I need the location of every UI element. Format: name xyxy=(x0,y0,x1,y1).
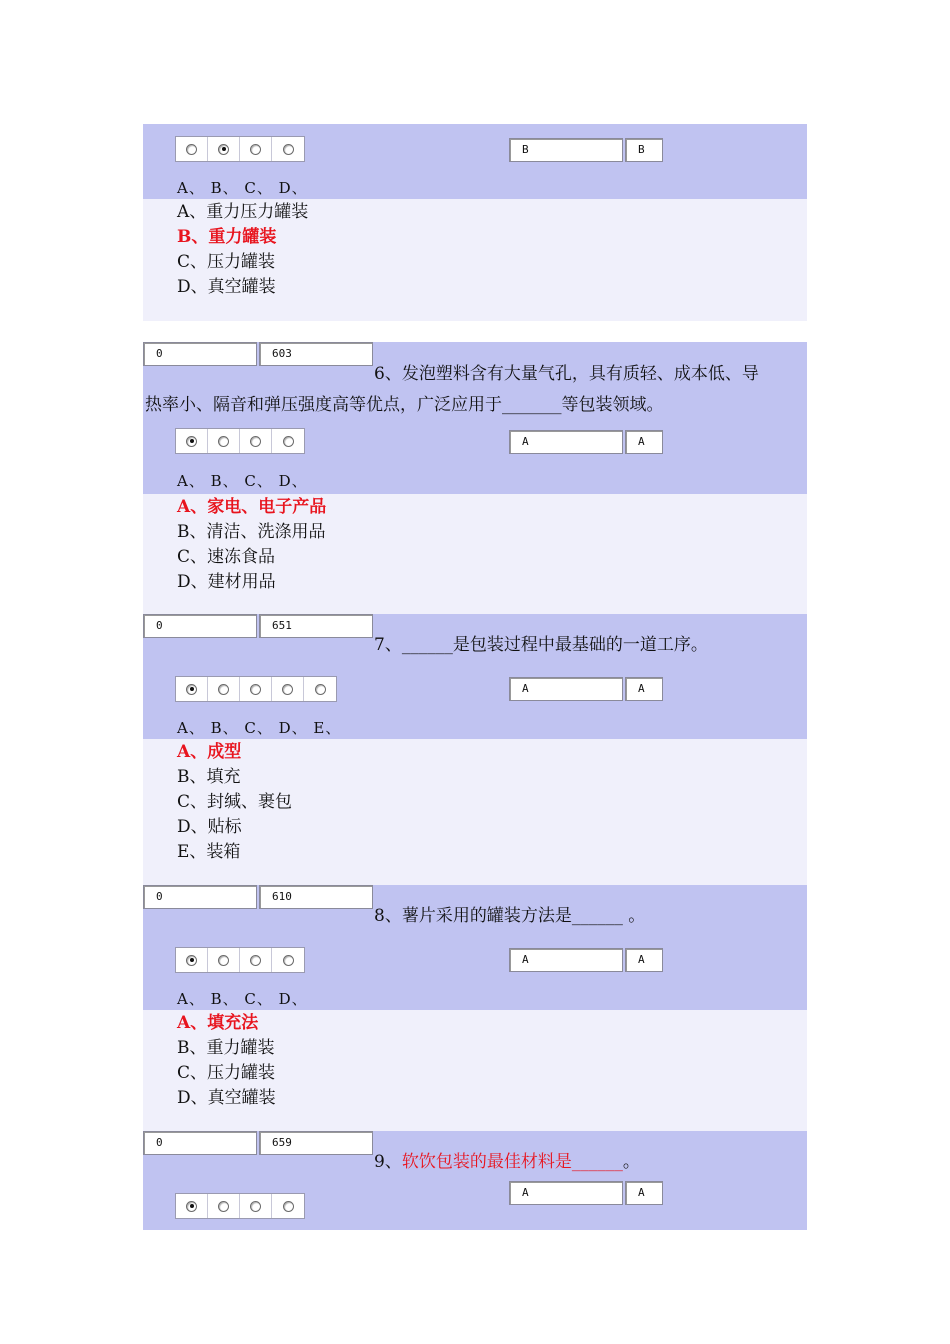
q9-score-field[interactable]: 0 xyxy=(143,1131,257,1155)
q8-option-letters: A、 B、 C、 D、 xyxy=(177,990,308,1008)
q6-options-block xyxy=(143,494,807,614)
q8-option-d: D、真空罐装 xyxy=(177,1088,276,1108)
q7-radio-c-cell[interactable] xyxy=(240,677,272,701)
q7-radio-b[interactable] xyxy=(218,684,229,695)
q8-answer-fields xyxy=(509,948,663,972)
q8-radio-a-cell[interactable] xyxy=(176,948,208,972)
q6-radio-a-cell[interactable] xyxy=(176,429,208,453)
q9-question-number: 9、 xyxy=(374,1152,402,1172)
q6-answer-field[interactable]: A xyxy=(509,430,623,454)
q9-radio-a-cell[interactable] xyxy=(176,1194,208,1218)
q8-option-a: A、填充法 xyxy=(177,1013,259,1033)
q9-radio-group[interactable] xyxy=(175,1193,305,1219)
q7-radio-group[interactable] xyxy=(175,676,337,702)
q9-question-tail: 。 xyxy=(622,1152,640,1172)
q5-option-letters: A、 B、 C、 D、 xyxy=(177,179,308,197)
q6-block xyxy=(143,342,807,494)
q6-answer-fields xyxy=(509,430,663,454)
q9-radio-b[interactable] xyxy=(218,1201,229,1212)
q6-radio-d[interactable] xyxy=(283,436,294,447)
q6-radio-c-cell[interactable] xyxy=(240,429,272,453)
q5-answer-field[interactable]: B xyxy=(509,138,623,162)
q8-radio-d[interactable] xyxy=(283,955,294,966)
q9-header-fields xyxy=(143,1131,375,1155)
q5-option-c: C、压力罐装 xyxy=(177,252,276,272)
q5-option-d: D、真空罐装 xyxy=(177,277,276,297)
q9-answer-field[interactable]: A xyxy=(509,1181,623,1205)
q5-option-a: A、重力压力罐装 xyxy=(177,202,309,222)
q5-answer-fields xyxy=(509,138,663,162)
q9-radio-c[interactable] xyxy=(250,1201,261,1212)
q5-radio-c-cell[interactable] xyxy=(240,137,272,161)
q6-radio-b[interactable] xyxy=(218,436,229,447)
q7-option-d: D、贴标 xyxy=(177,817,242,837)
q8-option-b: B、重力罐装 xyxy=(177,1038,275,1058)
q6-radio-group[interactable] xyxy=(175,428,305,454)
q9-radio-c-cell[interactable] xyxy=(240,1194,272,1218)
q7-radio-a-cell[interactable] xyxy=(176,677,208,701)
q5-answer-row xyxy=(143,124,807,199)
q7-radio-e-cell[interactable] xyxy=(304,677,336,701)
q9-question-text: 软饮包装的最佳材料是______ xyxy=(401,1152,623,1172)
q8-radio-d-cell[interactable] xyxy=(272,948,304,972)
q8-radio-b[interactable] xyxy=(218,955,229,966)
q7-option-b: B、填充 xyxy=(177,767,241,787)
q5-radio-d-cell[interactable] xyxy=(272,137,304,161)
divider xyxy=(143,321,807,342)
q7-radio-b-cell[interactable] xyxy=(208,677,240,701)
q7-radio-a[interactable] xyxy=(186,684,197,695)
q8-answer-field[interactable]: A xyxy=(509,948,623,972)
q8-radio-b-cell[interactable] xyxy=(208,948,240,972)
q7-header-fields xyxy=(143,614,375,638)
q7-option-c: C、封缄、裹包 xyxy=(177,792,293,812)
q7-block xyxy=(143,614,807,739)
q7-question: 7、______是包装过程中最基础的一道工序。 xyxy=(374,635,708,655)
q6-correct-field[interactable]: A xyxy=(625,430,663,454)
q6-question-line1: 6、发泡塑料含有大量气孔，具有质轻、成本低、导 xyxy=(374,364,759,384)
q8-radio-c[interactable] xyxy=(250,955,261,966)
q7-answer-field[interactable]: A xyxy=(509,677,623,701)
q7-id-field[interactable]: 651 xyxy=(259,614,373,638)
q6-id-field[interactable]: 603 xyxy=(259,342,373,366)
q7-answer-fields xyxy=(509,677,663,701)
q8-block xyxy=(143,885,807,1010)
quiz-document xyxy=(143,124,807,1230)
q6-radio-c[interactable] xyxy=(250,436,261,447)
q9-block xyxy=(143,1131,807,1230)
q6-option-a: A、家电、电子产品 xyxy=(177,497,327,517)
q6-option-letters: A、 B、 C、 D、 xyxy=(177,472,308,490)
q8-radio-c-cell[interactable] xyxy=(240,948,272,972)
q6-option-c: C、速冻食品 xyxy=(177,547,276,567)
q7-option-a: A、成型 xyxy=(177,742,242,762)
q7-option-e: E、装箱 xyxy=(177,842,241,862)
q6-radio-a[interactable] xyxy=(186,436,197,447)
q5-radio-b-cell[interactable] xyxy=(208,137,240,161)
q5-radio-group[interactable] xyxy=(175,136,305,162)
q8-radio-a[interactable] xyxy=(186,955,197,966)
q5-radio-b[interactable] xyxy=(218,144,229,155)
q6-radio-d-cell[interactable] xyxy=(272,429,304,453)
q8-radio-group[interactable] xyxy=(175,947,305,973)
q5-radio-a-cell[interactable] xyxy=(176,137,208,161)
q9-answer-fields xyxy=(509,1181,663,1205)
q8-question: 8、薯片采用的罐装方法是______ 。 xyxy=(374,906,646,926)
q5-radio-d[interactable] xyxy=(283,144,294,155)
q7-radio-d[interactable] xyxy=(282,684,293,695)
q6-header-fields xyxy=(143,342,375,366)
q9-radio-a[interactable] xyxy=(186,1201,197,1212)
q7-options-block xyxy=(143,739,807,885)
q7-option-letters: A、 B、 C、 D、 E、 xyxy=(177,719,342,737)
q6-score-field[interactable]: 0 xyxy=(143,342,257,366)
q9-question xyxy=(374,1147,640,1178)
q7-score-field[interactable]: 0 xyxy=(143,614,257,638)
q6-radio-b-cell[interactable] xyxy=(208,429,240,453)
q6-option-b: B、清洁、洗涤用品 xyxy=(177,522,326,542)
q7-radio-e[interactable] xyxy=(315,684,326,695)
q7-radio-d-cell[interactable] xyxy=(272,677,304,701)
q6-question-line2: 热率小、隔音和弹压强度高等优点，广泛应用于_______等包装领域。 xyxy=(145,395,664,415)
q5-correct-field[interactable]: B xyxy=(625,138,663,162)
q7-correct-field[interactable]: A xyxy=(625,677,663,701)
q8-header-fields xyxy=(143,885,375,909)
q8-score-field[interactable]: 0 xyxy=(143,885,257,909)
q5-radio-a[interactable] xyxy=(186,144,197,155)
q8-option-c: C、压力罐装 xyxy=(177,1063,276,1083)
q5-radio-c[interactable] xyxy=(250,144,261,155)
q8-options-block xyxy=(143,1010,807,1131)
q9-correct-field[interactable]: A xyxy=(625,1181,663,1205)
q6-option-d: D、建材用品 xyxy=(177,572,276,592)
q5-options-block xyxy=(143,199,807,321)
q9-radio-d-cell[interactable] xyxy=(272,1194,304,1218)
q7-radio-c[interactable] xyxy=(250,684,261,695)
q8-id-field[interactable]: 610 xyxy=(259,885,373,909)
q9-id-field[interactable]: 659 xyxy=(259,1131,373,1155)
q8-correct-field[interactable]: A xyxy=(625,948,663,972)
q9-radio-b-cell[interactable] xyxy=(208,1194,240,1218)
q9-radio-d[interactable] xyxy=(283,1201,294,1212)
q5-option-b: B、重力罐装 xyxy=(177,227,277,247)
